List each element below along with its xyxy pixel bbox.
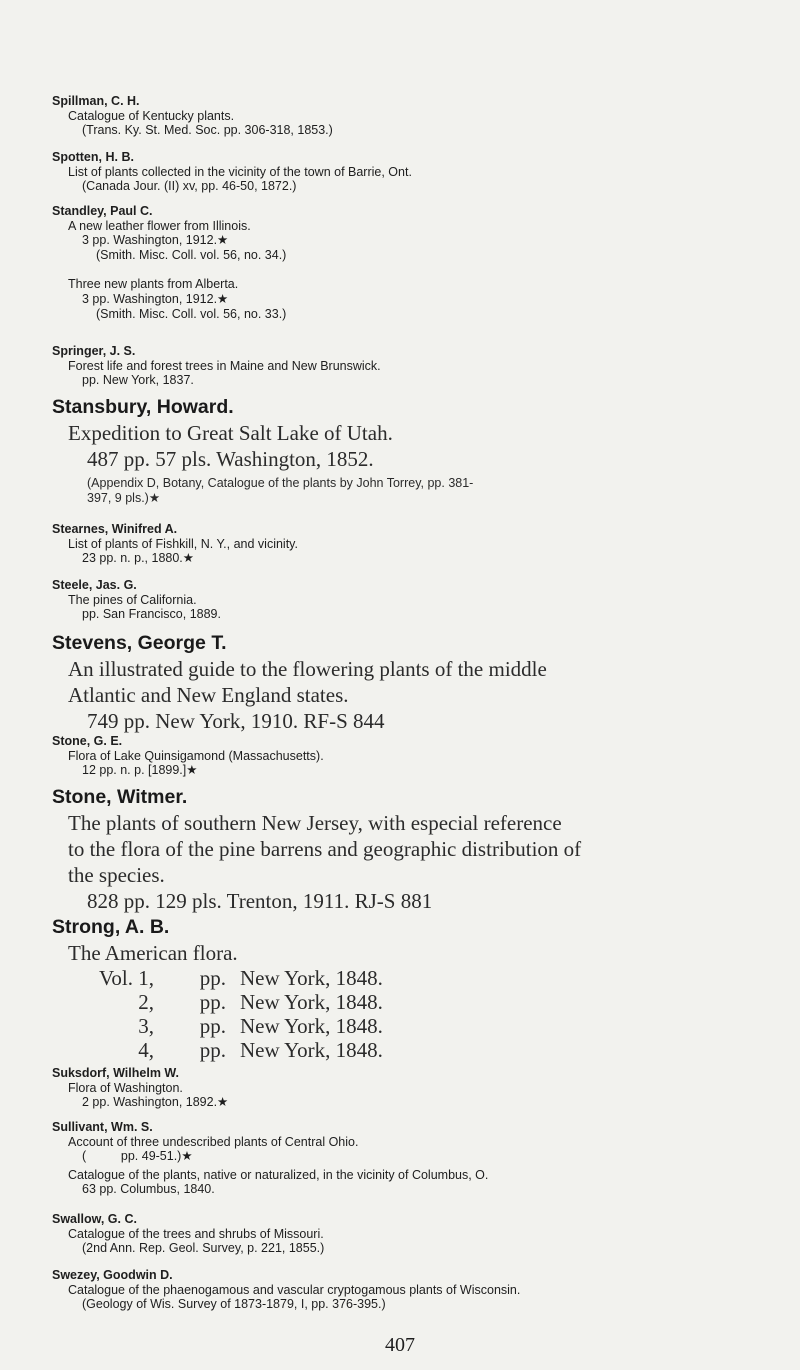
- title-standley-1: A new leather flower from Illinois.: [68, 218, 251, 233]
- volume-imprint: New York, 1848.: [240, 966, 383, 990]
- author-springer: Springer, J. S.: [52, 344, 136, 358]
- imprint-standley-1: 3 pp. Washington, 1912.★: [82, 233, 229, 248]
- note-sullivant-1: ( pp. 49-51.)★: [82, 1149, 193, 1164]
- imprint-springer: pp. New York, 1837.: [82, 373, 194, 388]
- entry-stone-witmer: [52, 784, 772, 914]
- author-strong: Strong, A. B.: [52, 916, 170, 938]
- note-swallow: (2nd Ann. Rep. Geol. Survey, p. 221, 1855.): [82, 1241, 325, 1256]
- title-suksdorf: Flora of Washington.: [68, 1080, 183, 1095]
- author-stearnes: Stearnes, Winifred A.: [52, 522, 178, 536]
- volume-pages: pp.: [199, 1014, 226, 1038]
- volume-table: [98, 966, 383, 1062]
- note-standley-1: (Smith. Misc. Coll. vol. 56, no. 34.): [96, 247, 287, 262]
- author-steele: Steele, Jas. G.: [52, 578, 137, 592]
- entry-springer: [52, 344, 772, 388]
- volume-row: [98, 966, 383, 990]
- imprint-stearnes: 23 pp. n. p., 1880.★: [82, 551, 194, 566]
- entry-strong: [52, 914, 772, 966]
- title-stone-witmer-line-2: to the flora of the pine barrens and geographic distribution of: [68, 837, 582, 861]
- author-stevens: Stevens, George T.: [52, 632, 227, 654]
- imprint-sullivant-2: 63 pp. Columbus, 1840.: [82, 1182, 215, 1197]
- title-stevens-line-2: Atlantic and New England states.: [68, 683, 349, 707]
- imprint-suksdorf: 2 pp. Washington, 1892.★: [82, 1095, 229, 1110]
- title-swezey: Catalogue of the phaenogamous and vascular cryptogamous plants of Wisconsin.: [68, 1282, 521, 1297]
- title-swallow: Catalogue of the trees and shrubs of Missouri.: [68, 1226, 324, 1241]
- note-stansbury: [52, 476, 772, 505]
- entry-suksdorf: [52, 1066, 772, 1110]
- note-spotten: (Canada Jour. (II) xv, pp. 46-50, 1872.): [82, 179, 297, 194]
- author-stone-ge: Stone, G. E.: [52, 734, 123, 748]
- volume-pages: pp.: [199, 966, 226, 990]
- author-standley: Standley, Paul C.: [52, 204, 153, 218]
- page-number: 407: [385, 1334, 415, 1356]
- note-spillman: (Trans. Ky. St. Med. Soc. pp. 306-318, 1853.): [82, 123, 333, 138]
- title-strong: The American flora.: [68, 941, 238, 965]
- imprint-standley-2: 3 pp. Washington, 1912.★: [82, 291, 229, 306]
- title-steele: The pines of California.: [68, 592, 197, 607]
- entry-stearnes: [52, 522, 772, 566]
- title-springer: Forest life and forest trees in Maine and New Brunswick.: [68, 358, 381, 373]
- author-spillman: Spillman, C. H.: [52, 94, 140, 108]
- author-stone-witmer: Stone, Witmer.: [52, 786, 188, 808]
- title-stearnes: List of plants of Fishkill, N. Y., and vicinity.: [68, 536, 298, 551]
- title-standley-2: Three new plants from Alberta.: [68, 277, 239, 292]
- entry-sullivant: [52, 1120, 772, 1197]
- title-stone-witmer-line-3: the species.: [68, 863, 165, 887]
- title-sullivant-1: Account of three undescribed plants of Central Ohio.: [68, 1134, 359, 1149]
- title-stone-witmer-line-1: The plants of southern New Jersey, with especial reference: [68, 811, 562, 835]
- note-stansbury-line-2: 397, 9 pls.)★: [87, 490, 161, 505]
- entry-stansbury: [52, 394, 772, 505]
- volume-row: [98, 990, 383, 1014]
- volume-number: 4,: [138, 1038, 154, 1062]
- volume-pages: pp.: [199, 1038, 226, 1062]
- author-sullivant: Sullivant, Wm. S.: [52, 1120, 153, 1134]
- strong-volume-list: [52, 966, 383, 1062]
- volume-number: Vol. 1,: [98, 966, 154, 990]
- author-spotten: Spotten, H. B.: [52, 150, 134, 164]
- volume-imprint: New York, 1848.: [240, 990, 383, 1014]
- entry-swallow: [52, 1212, 772, 1256]
- entry-spotten: [52, 150, 772, 194]
- entry-stevens: [52, 630, 772, 734]
- note-stansbury-line-1: (Appendix D, Botany, Catalogue of the plants by John Torrey, pp. 381-: [87, 476, 474, 490]
- imprint-stone-witmer: 828 pp. 129 pls. Trenton, 1911. RJ-S 881: [87, 889, 433, 913]
- note-standley-2: (Smith. Misc. Coll. vol. 56, no. 33.): [96, 306, 287, 321]
- title-stone-ge: Flora of Lake Quinsigamond (Massachusetts).: [68, 748, 324, 763]
- volume-row: [98, 1014, 383, 1038]
- imprint-stone-ge: 12 pp. n. p. [1899.]★: [82, 763, 198, 778]
- author-swallow: Swallow, G. C.: [52, 1212, 137, 1226]
- entry-standley: [52, 204, 772, 321]
- volume-number: 2,: [138, 990, 154, 1014]
- imprint-steele: pp. San Francisco, 1889.: [82, 607, 221, 622]
- entry-stone-ge: [52, 734, 772, 778]
- imprint-stansbury: 487 pp. 57 pls. Washington, 1852.: [87, 447, 374, 471]
- title-stevens-line-1: An illustrated guide to the flowering plants of the middle: [68, 657, 547, 681]
- volume-imprint: New York, 1848.: [240, 1014, 383, 1038]
- author-suksdorf: Suksdorf, Wilhelm W.: [52, 1066, 179, 1080]
- title-spillman: Catalogue of Kentucky plants.: [68, 108, 235, 123]
- volume-imprint: New York, 1848.: [240, 1038, 383, 1062]
- volume-row: [98, 1038, 383, 1062]
- author-swezey: Swezey, Goodwin D.: [52, 1268, 173, 1282]
- entry-spillman: [52, 94, 772, 138]
- title-spotten: List of plants collected in the vicinity of the town of Barrie, Ont.: [68, 164, 412, 179]
- title-stansbury: Expedition to Great Salt Lake of Utah.: [68, 421, 393, 445]
- title-sullivant-2: Catalogue of the plants, native or naturalized, in the vicinity of Columbus, O.: [68, 1167, 489, 1182]
- volume-pages: pp.: [199, 990, 226, 1014]
- entry-steele: [52, 578, 772, 622]
- imprint-stevens: 749 pp. New York, 1910. RF-S 844: [87, 709, 385, 733]
- note-swezey: (Geology of Wis. Survey of 1873-1879, I, pp. 376-395.): [82, 1297, 386, 1312]
- volume-number: 3,: [138, 1014, 154, 1038]
- entry-swezey: [52, 1268, 772, 1312]
- author-stansbury: Stansbury, Howard.: [52, 396, 234, 418]
